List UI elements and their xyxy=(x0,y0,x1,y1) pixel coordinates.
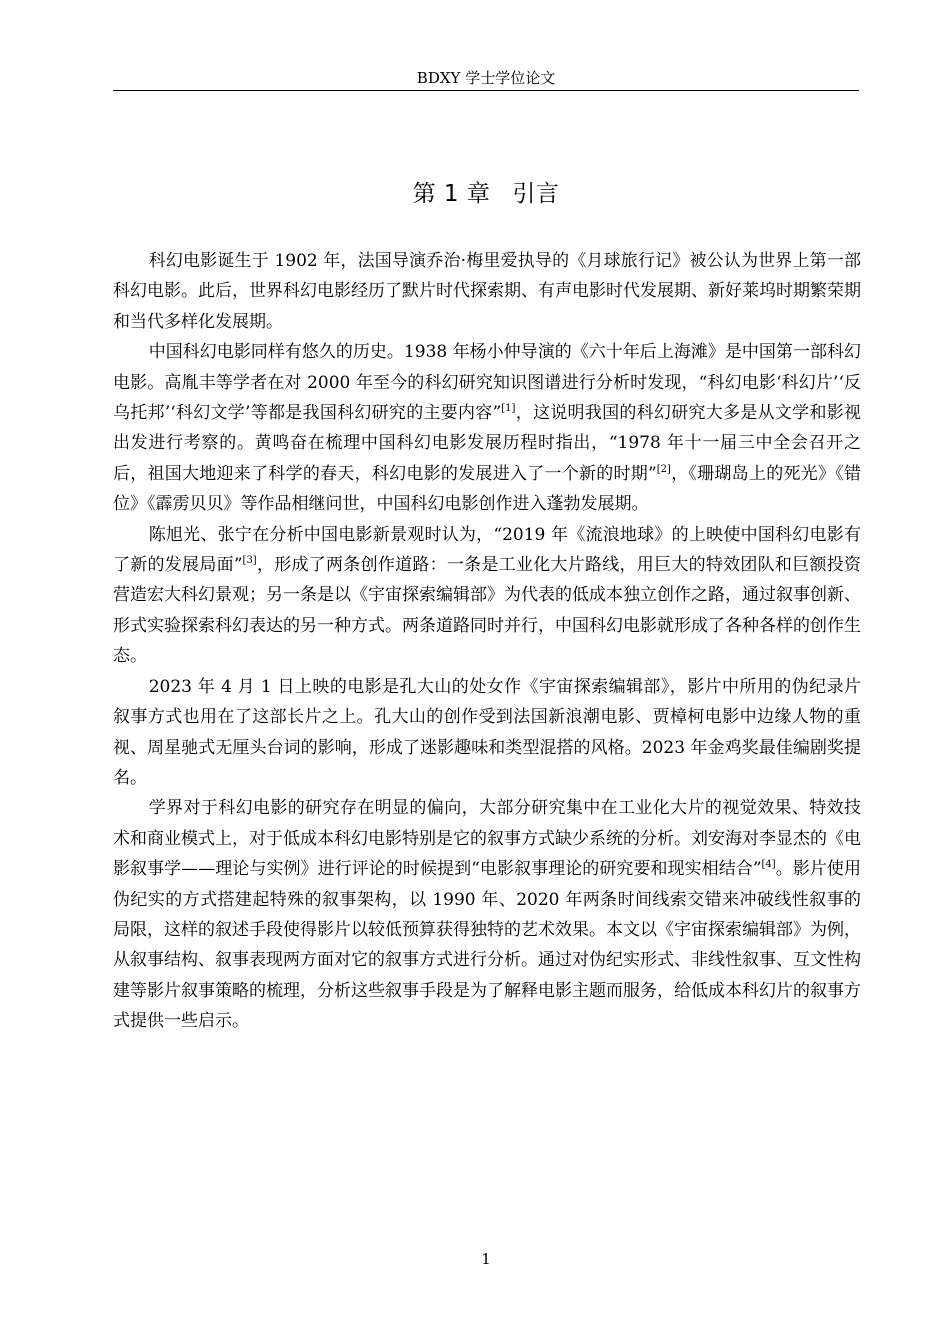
paragraph-4: 2023 年 4 月 1 日上映的电影是孔大山的处女作《宇宙探索编辑部》，影片中所用的伪纪录片叙事方式也用在了这部长片之上。孔大山的创作受到法国新浪潮电影、贾樟柯电影中边缘人物的重视、周星驰式无厘头台词的影响，形成了迷影趣味和类型混搭的风格。2023 年金鸡奖最佳编剧奖提名。 xyxy=(113,676,861,788)
paragraph-5-text-1: 学界对于科幻电影的研究存在明显的偏向，大部分研究集中在工业化大片的视觉效果、特效技术和商业模式上，对于低成本科幻电影特别是它的叙事方式缺少系统的分析。刘安海对李显杰的《电影叙事学——理论与实例》进行评论的时候提到“电影叙事理论的研究要和现实相结合” xyxy=(113,798,861,880)
paragraph-3-text-1: 陈旭光、张宁在分析中国电影新景观时认为，“2019 年《流浪地球》的上映使中国科幻电影有了新的发展局面” xyxy=(113,524,861,576)
paragraph-1: 科幻电影诞生于 1902 年，法国导演乔治·梅里爱执导的《月球旅行记》被公认为世界上第一部科幻电影。此后，世界科幻电影经历了默片时代探索期、有声电影时代发展期、新好莱坞时期繁荣期和当代多样化发展期。 xyxy=(113,251,861,332)
chapter-number: 第 1 章 xyxy=(412,181,491,207)
page-number: 1 xyxy=(481,1250,491,1268)
chapter-name: 引言 xyxy=(512,181,560,207)
citation-2: [2] xyxy=(656,463,671,475)
paragraph-2-text-1: 中国科幻电影同样有悠久的历史。1938 年杨小仲导演的《六十年后上海滩》是中国第一部科幻电影。高胤丰等学者在对 2000 年至今的科幻研究知识图谱进行分析时发现，“科幻电影‘科幻片’‘反乌托邦’‘科幻文学’等都是我国科幻研究的主要内容” xyxy=(113,342,861,424)
citation-4: [4] xyxy=(761,859,776,871)
paragraph-2-text-2: ，这说明我国的科幻研究大多是从文学和影视出发进行考察的。黄鸣奋在梳理中国科幻电影发展历程时指出，“1978 年十一届三中全会召开之后，祖国大地迎来了科学的春天，科幻电影的发展进入了一个新的时期” xyxy=(113,403,861,484)
paragraph-3-text-2: ，形成了两条创作道路：一条是工业化大片路线，用巨大的特效团队和巨额投资营造宏大科幻景观；另一条是以《宇宙探索编辑部》为代表的低成本独立创作之路，通过叙事创新、形式实验探索科幻表达的另一种方式。两条道路同时并行，中国科幻电影就形成了各种各样的创作生态。 xyxy=(113,555,861,667)
paragraph-3 xyxy=(113,520,861,672)
chapter-body xyxy=(113,246,861,1037)
paragraph-2-text-3: ，《珊瑚岛上的死光》《错位》《霹雳贝贝》等作品相继问世，中国科幻电影创作进入蓬勃发展期。 xyxy=(113,463,861,515)
chapter-title xyxy=(113,177,859,211)
paragraph-2 xyxy=(113,337,861,519)
citation-1: [1] xyxy=(501,403,516,415)
citation-3: [3] xyxy=(242,555,257,567)
header-rule xyxy=(113,90,859,91)
paragraph-5 xyxy=(113,793,861,1036)
paragraph-5-text-2: 。影片使用伪纪实的方式搭建起特殊的叙事架构，以 1990 年、2020 年两条时间线索交错来冲破线性叙事的局限，这样的叙述手段使得影片以较低预算获得独特的艺术效果。本文以《宇宙探索编辑部》为例，从叙事结构、叙事表现两方面对它的叙事方式进行分析。通过对伪纪实形式、非线性叙事、互文性构建等影片叙事策略的梳理，分析这些叙事手段是为了解释电影主题而服务，给低成本科幻片的叙事方式提供一些启示。 xyxy=(113,859,861,1032)
page-header: BDXY 学士学位论文 xyxy=(416,69,556,87)
